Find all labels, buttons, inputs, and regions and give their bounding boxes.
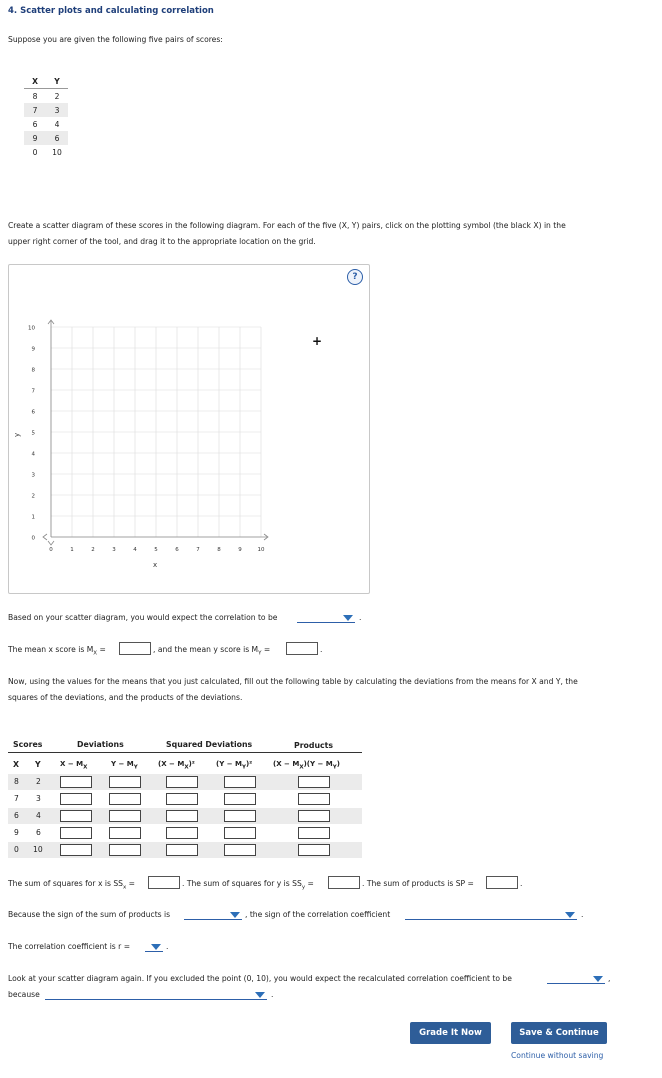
- y-tick-label: 0: [31, 535, 35, 542]
- header-deviations: Deviations: [77, 740, 124, 749]
- y-squared-input[interactable]: [224, 776, 256, 788]
- sp-input[interactable]: [486, 876, 518, 889]
- product-input[interactable]: [298, 844, 330, 856]
- x-axis-label: x: [153, 561, 158, 569]
- x-squared-input[interactable]: [166, 810, 198, 822]
- x-squared-input[interactable]: [166, 827, 198, 839]
- y-tick-label: 2: [31, 493, 35, 500]
- period: .: [320, 645, 323, 654]
- y-tick-label: 5: [31, 430, 35, 437]
- ssx-label: The sum of squares for x is $SS_x$ =: [8, 879, 136, 891]
- score-x: 6: [14, 811, 19, 820]
- chevron-down-icon: [230, 912, 240, 918]
- col-products: $(X - M_X)(Y - M_Y)$: [273, 760, 340, 771]
- y-tick-label: 4: [31, 451, 35, 458]
- chevron-down-icon: [593, 976, 603, 982]
- col-x-sq: $(X - M_X)^2$: [158, 760, 195, 771]
- score-x: 7: [14, 794, 19, 803]
- score-y: 6: [36, 828, 41, 837]
- score-y: 10: [33, 845, 43, 854]
- table-row: [8, 774, 362, 790]
- cell: 8: [32, 91, 38, 101]
- y-deviation-input[interactable]: [109, 844, 141, 856]
- correlation-prompt: Based on your scatter diagram, you would expect the correlation to be: [8, 613, 278, 622]
- score-x: 8: [14, 777, 19, 786]
- x-squared-input[interactable]: [166, 776, 198, 788]
- col-y-minus-my: $Y - M_Y$: [111, 760, 138, 771]
- cell: 6: [32, 119, 38, 129]
- y-squared-input[interactable]: [224, 810, 256, 822]
- mean-y-input[interactable]: [286, 642, 318, 655]
- mean-y-label: , and the mean y score is $M_Y$ =: [153, 645, 271, 657]
- x-tick-label: 7: [196, 547, 200, 553]
- period: .: [581, 910, 584, 919]
- sp-sign-dropdown[interactable]: [184, 909, 242, 920]
- period: .: [359, 613, 362, 622]
- x-deviation-input[interactable]: [60, 810, 92, 822]
- chevron-down-icon: [343, 615, 353, 621]
- table-instructions-line-1: Now, using the values for the means that you just calculated, fill out the following table by calculating the deviations from the means for X and Y, the: [8, 677, 578, 686]
- y-squared-input[interactable]: [224, 844, 256, 856]
- header-divider: [8, 752, 362, 753]
- period: .: [271, 990, 274, 999]
- intro-text: Suppose you are given the following five pairs of scores:: [8, 35, 223, 44]
- mean-x-label: The mean x score is $M_X$ =: [8, 645, 106, 657]
- cell: 7: [24, 103, 46, 117]
- pairs-header-x: X: [24, 74, 46, 89]
- scatter-plot-tool[interactable]: [8, 264, 370, 594]
- score-y: 3: [36, 794, 41, 803]
- x-deviation-input[interactable]: [60, 827, 92, 839]
- col-y-sq: $(Y - M_Y)^2$: [216, 760, 253, 771]
- mean-x-input[interactable]: [119, 642, 151, 655]
- cell: 10: [52, 147, 62, 157]
- table-row: [24, 145, 68, 159]
- sign-prompt-b: , the sign of the correlation coefficient: [245, 910, 391, 919]
- ssx-input[interactable]: [148, 876, 180, 889]
- col-x: X: [13, 760, 20, 769]
- instructions-line-2: upper right corner of the tool, and drag it to the appropriate location on the grid.: [8, 237, 316, 246]
- x-tick-label: 10: [257, 547, 265, 553]
- cell: 6: [46, 131, 68, 145]
- col-y: Y: [35, 760, 41, 769]
- x-tick-label: 1: [70, 547, 74, 553]
- deviations-table: [8, 738, 362, 862]
- cell: 4: [54, 119, 60, 129]
- y-tick-label: 9: [31, 346, 35, 353]
- y-tick-label: 6: [31, 409, 35, 416]
- y-squared-input[interactable]: [224, 793, 256, 805]
- x-deviation-input[interactable]: [60, 793, 92, 805]
- r-sign-dropdown[interactable]: [405, 909, 577, 920]
- x-deviation-input[interactable]: [60, 844, 92, 856]
- x-deviation-input[interactable]: [60, 776, 92, 788]
- table-row: [8, 808, 362, 824]
- table-row: [8, 791, 362, 807]
- header-scores: Scores: [13, 740, 43, 749]
- period: .: [520, 879, 523, 888]
- instructions-line-1: Create a scatter diagram of these scores in the following diagram. For each of the five (X, Y) pairs, click on the plotting symbol (the black X) in the: [8, 221, 566, 230]
- y-squared-input[interactable]: [224, 827, 256, 839]
- cell: 2: [54, 91, 60, 101]
- y-deviation-input[interactable]: [109, 827, 141, 839]
- because-dropdown[interactable]: [45, 989, 267, 1000]
- chevron-down-icon: [255, 992, 265, 998]
- x-tick-label: 4: [133, 547, 137, 553]
- chevron-down-icon: [565, 912, 575, 918]
- ssy-label: . The sum of squares for y is $SS_y$ =: [182, 879, 314, 891]
- help-icon[interactable]: ?: [347, 269, 363, 285]
- y-tick-label: 3: [31, 472, 35, 479]
- table-row: [24, 117, 68, 131]
- comma: ,: [608, 974, 611, 983]
- continue-without-saving-link[interactable]: Continue without saving: [511, 1051, 604, 1060]
- y-tick-label: 7: [31, 388, 35, 395]
- score-y: 4: [36, 811, 41, 820]
- ssy-input[interactable]: [328, 876, 360, 889]
- table-row: [8, 825, 362, 841]
- x-tick-label: 5: [154, 547, 158, 553]
- score-x: 9: [14, 828, 19, 837]
- axes: [43, 320, 268, 545]
- table-row: [24, 103, 68, 117]
- cell: 3: [46, 103, 68, 117]
- y-tick-labels: [28, 326, 36, 542]
- score-x: 0: [14, 845, 19, 854]
- y-deviation-input[interactable]: [109, 776, 141, 788]
- pairs-header-y: Y: [46, 74, 68, 89]
- cell: 0: [32, 147, 38, 157]
- product-input[interactable]: [298, 827, 330, 839]
- y-deviation-input[interactable]: [109, 793, 141, 805]
- r-dropdown[interactable]: [145, 941, 163, 952]
- grid-lines: [51, 327, 261, 537]
- x-tick-label: 9: [238, 547, 242, 553]
- x-squared-input[interactable]: [166, 793, 198, 805]
- table-row: [24, 131, 68, 145]
- recalculated-r-dropdown[interactable]: [547, 973, 605, 984]
- excluded-prompt-line-1: Look at your scatter diagram again. If you excluded the point (0, 10), you would expect the recalculated correlation coefficient to be: [8, 974, 512, 983]
- x-tick-label: 0: [49, 547, 53, 553]
- y-deviation-input[interactable]: [109, 810, 141, 822]
- excluded-prompt-line-2: because: [8, 990, 40, 999]
- header-products: Products: [294, 741, 334, 750]
- x-axis-left-arrow-icon: [43, 534, 47, 540]
- table-instructions-line-2: squares of the deviations, and the products of the deviations.: [8, 693, 243, 702]
- chevron-down-icon: [151, 944, 161, 950]
- x-tick-label: 3: [112, 547, 116, 553]
- x-tick-label: 2: [91, 547, 95, 553]
- y-axis-label: y: [13, 432, 21, 437]
- save-continue-button[interactable]: Save & Continue: [511, 1022, 607, 1044]
- x-tick-labels: [49, 547, 265, 553]
- sp-label: . The sum of products is SP =: [362, 879, 474, 888]
- col-x-minus-mx: $X - M_X$: [60, 760, 88, 771]
- grade-it-now-button[interactable]: Grade It Now: [410, 1022, 491, 1044]
- x-squared-input[interactable]: [166, 844, 198, 856]
- product-input[interactable]: [298, 810, 330, 822]
- header-squared-deviations: Squared Deviations: [166, 740, 253, 749]
- pairs-table: [24, 74, 68, 159]
- table-row: [24, 89, 68, 104]
- y-tick-label: 1: [31, 514, 35, 521]
- sign-prompt: Because the sign of the sum of products is: [8, 910, 171, 919]
- r-prompt: The correlation coefficient is r =: [8, 942, 131, 951]
- correlation-dropdown[interactable]: [297, 612, 355, 623]
- table-row: [8, 842, 362, 858]
- x-tick-label: 8: [217, 547, 221, 553]
- x-tick-label: 6: [175, 547, 179, 553]
- cell: 9: [24, 131, 46, 145]
- period: .: [166, 942, 169, 951]
- scatter-grid[interactable]: [9, 265, 369, 593]
- page-title: 4. Scatter plots and calculating correlation: [8, 6, 214, 16]
- product-input[interactable]: [298, 793, 330, 805]
- product-input[interactable]: [298, 776, 330, 788]
- y-axis-down-arrow-icon: [48, 541, 54, 545]
- score-y: 2: [36, 777, 41, 786]
- y-tick-label: 8: [31, 367, 35, 374]
- y-tick-label: 10: [28, 325, 35, 332]
- plot-symbol-icon[interactable]: +: [312, 334, 323, 348]
